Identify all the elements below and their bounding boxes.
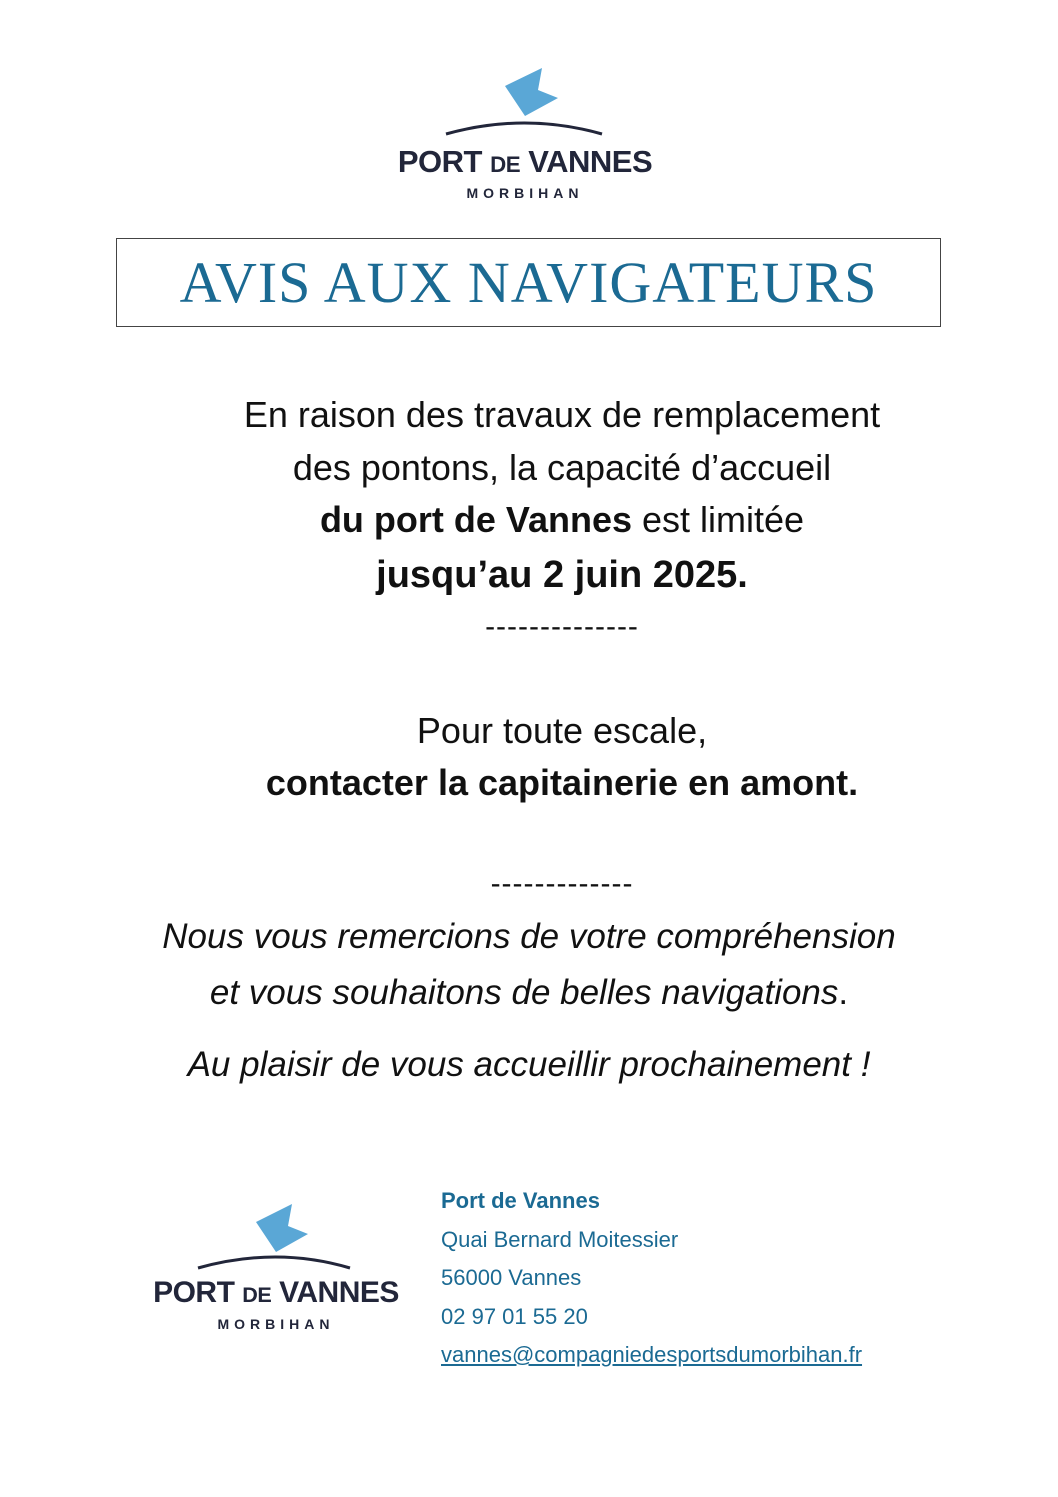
- separator-2: -------------: [490, 867, 634, 900]
- bottom-logo: [140, 1200, 412, 1331]
- logo-name: PORT DE VANNES: [397, 144, 653, 179]
- notice-line-1: En raison des travaux de remplacement: [243, 394, 881, 435]
- notice-date: jusqu’au 2 juin 2025.: [376, 554, 748, 596]
- notice-line-3-rest: est limitée: [631, 499, 805, 540]
- contact-email-link[interactable]: vannes@compagniedesportsdumorbihan.fr: [441, 1342, 863, 1367]
- logo-subtitle: MORBIHAN: [466, 185, 584, 201]
- contact-city: 56000 Vannes: [441, 1265, 582, 1290]
- title-box: [116, 238, 941, 327]
- thanks-line-2: et vous souhaitons de belles navigations.: [209, 973, 849, 1012]
- logo-subtitle: MORBIHAN: [217, 1316, 335, 1332]
- flag-icon: [380, 62, 670, 136]
- contact-address: Quai Bernard Moitessier: [441, 1226, 679, 1252]
- notice-title: AVIS AUX NAVIGATEURS: [179, 250, 878, 315]
- notice-line-2: des pontons, la capacité d’accueil: [292, 447, 832, 488]
- separator-1: --------------: [485, 610, 639, 643]
- logo-name: PORT DE VANNES: [153, 1276, 399, 1309]
- contact-block: [441, 1188, 862, 1381]
- port-name-bold: du port de Vannes: [319, 499, 632, 540]
- notice-line-5: Pour toute escale,: [416, 710, 708, 751]
- contact-phone: 02 97 01 55 20: [441, 1303, 588, 1329]
- notice-line-6: contacter la capitainerie en amont.: [265, 762, 859, 803]
- top-logo: [380, 62, 670, 200]
- flag-icon: [140, 1200, 412, 1270]
- notice-line-3: [0, 499, 1058, 540]
- contact-name: Port de Vannes: [441, 1188, 600, 1213]
- closing-line: Au plaisir de vous accueillir prochainement !: [187, 1045, 871, 1084]
- thanks-line-1: Nous vous remercions de votre compréhension: [162, 917, 896, 956]
